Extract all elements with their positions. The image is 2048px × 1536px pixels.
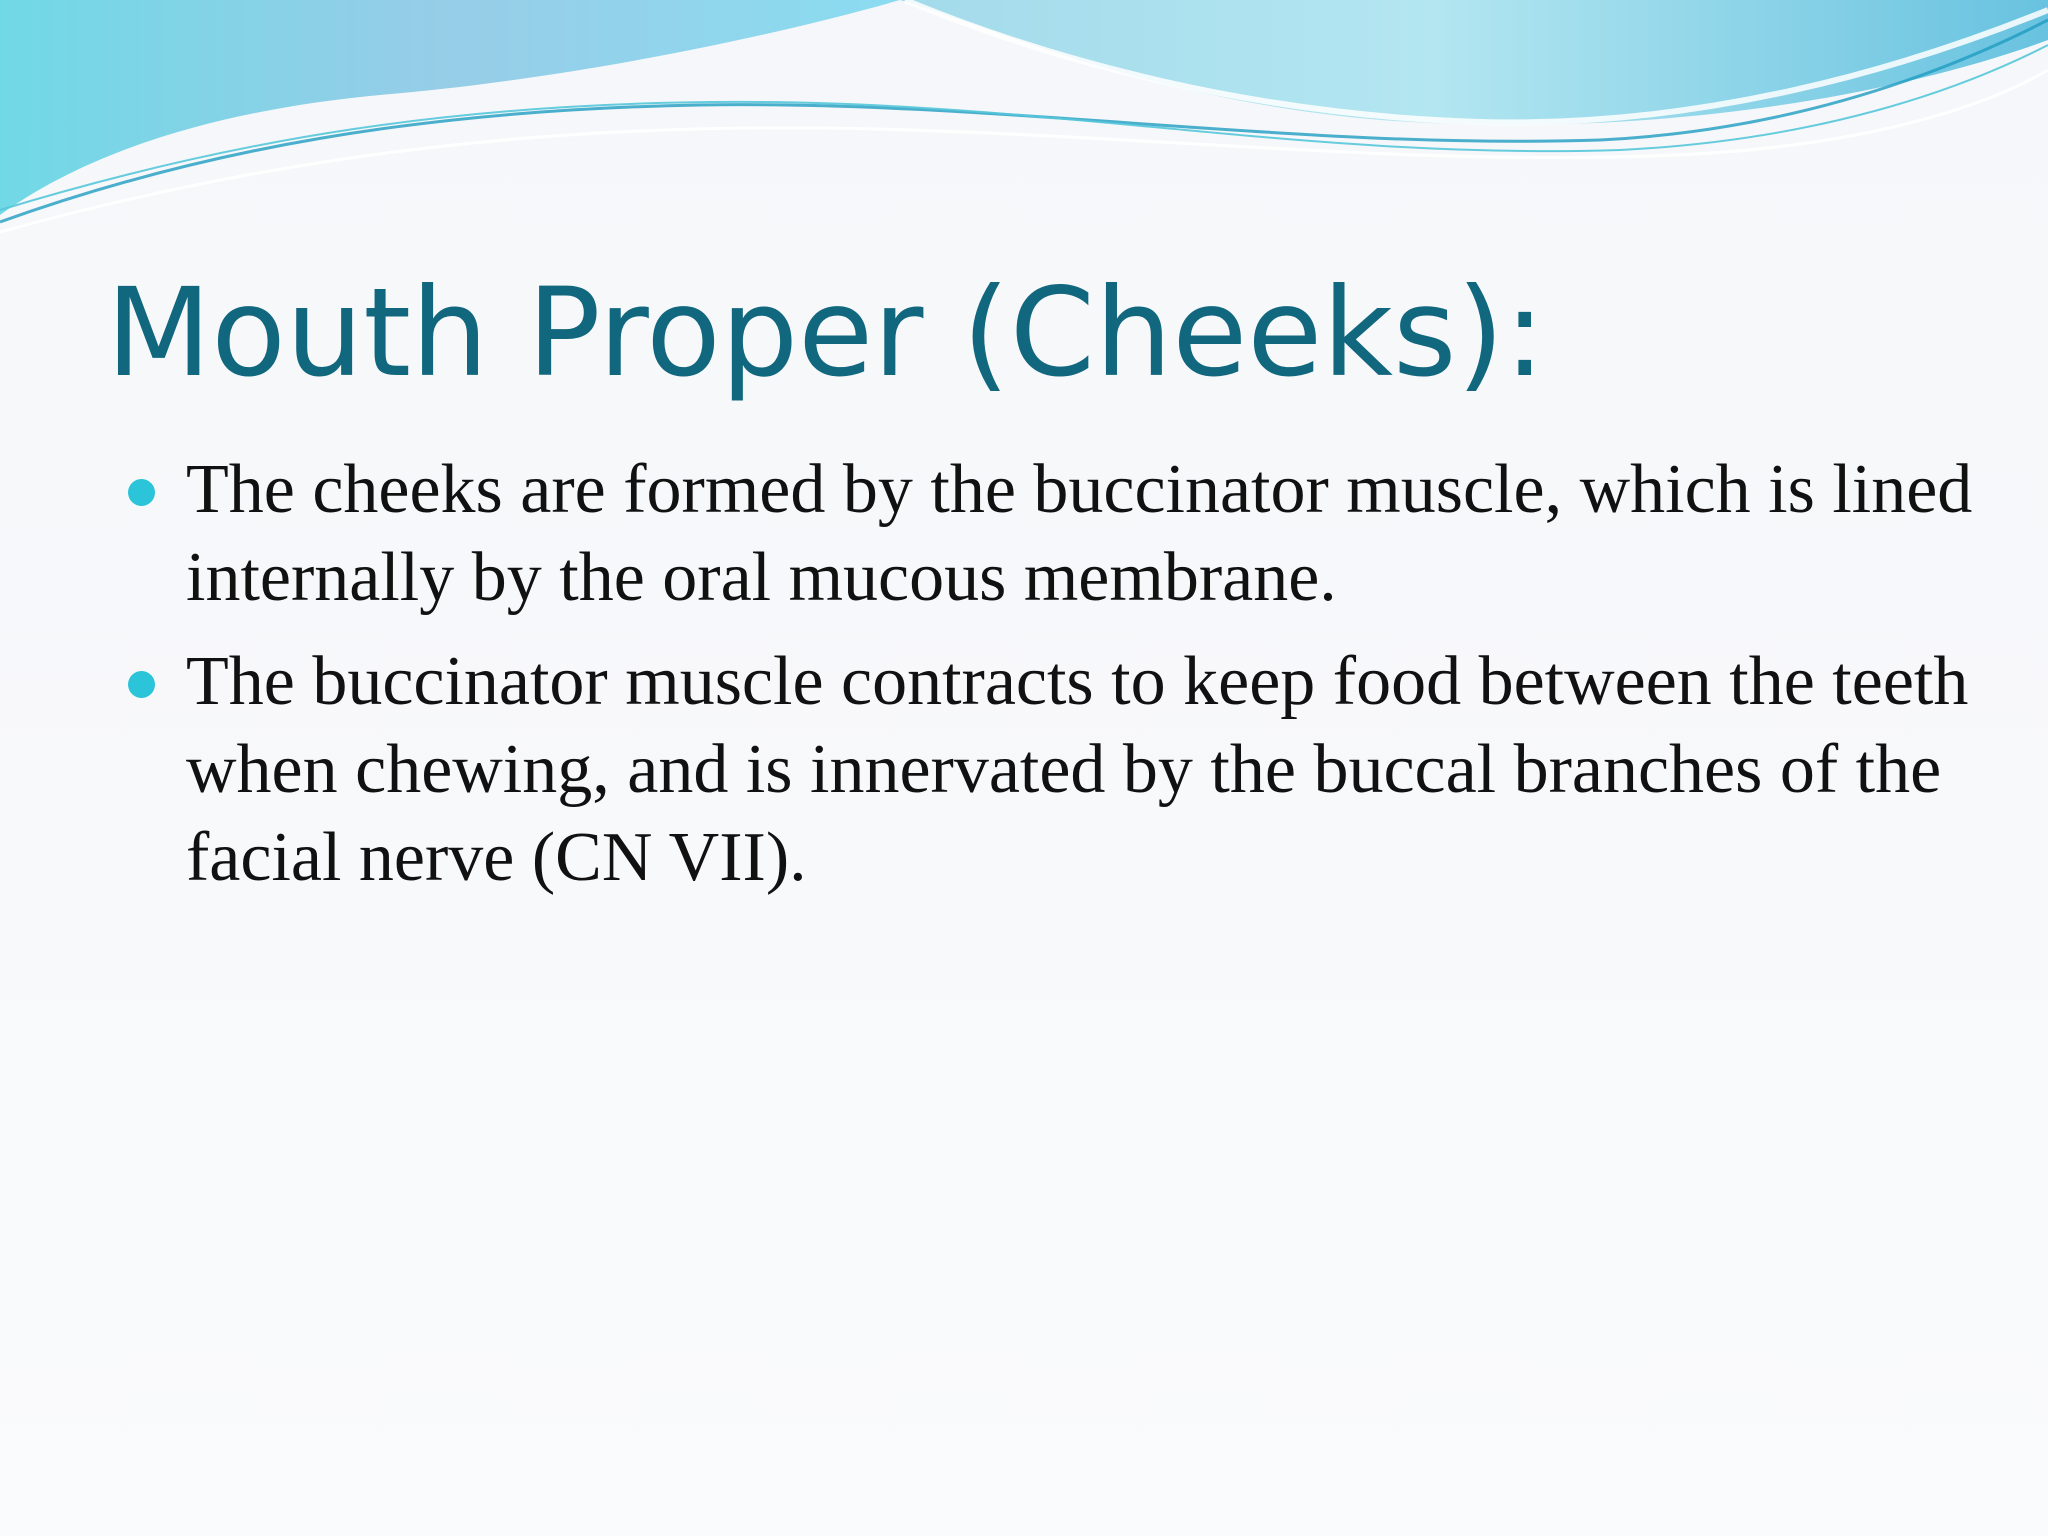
bullet-item (128, 638, 1988, 902)
bullet-text: The buccinator muscle contracts to keep food between the teeth when chewing, and is innervated by the buccal branches of the facial nerve (CN VII). (186, 643, 1969, 896)
slide-title: Mouth Proper (Cheeks): (106, 262, 1546, 404)
bullet-text: The cheeks are formed by the buccinator muscle, which is lined internally by the oral mucous membrane. (186, 451, 1973, 616)
bullet-marker-icon (128, 479, 155, 506)
bullet-item (128, 446, 1988, 622)
bullet-list (128, 446, 1988, 918)
header-wave-decoration (0, 0, 2048, 240)
bullet-marker-icon (128, 671, 155, 698)
